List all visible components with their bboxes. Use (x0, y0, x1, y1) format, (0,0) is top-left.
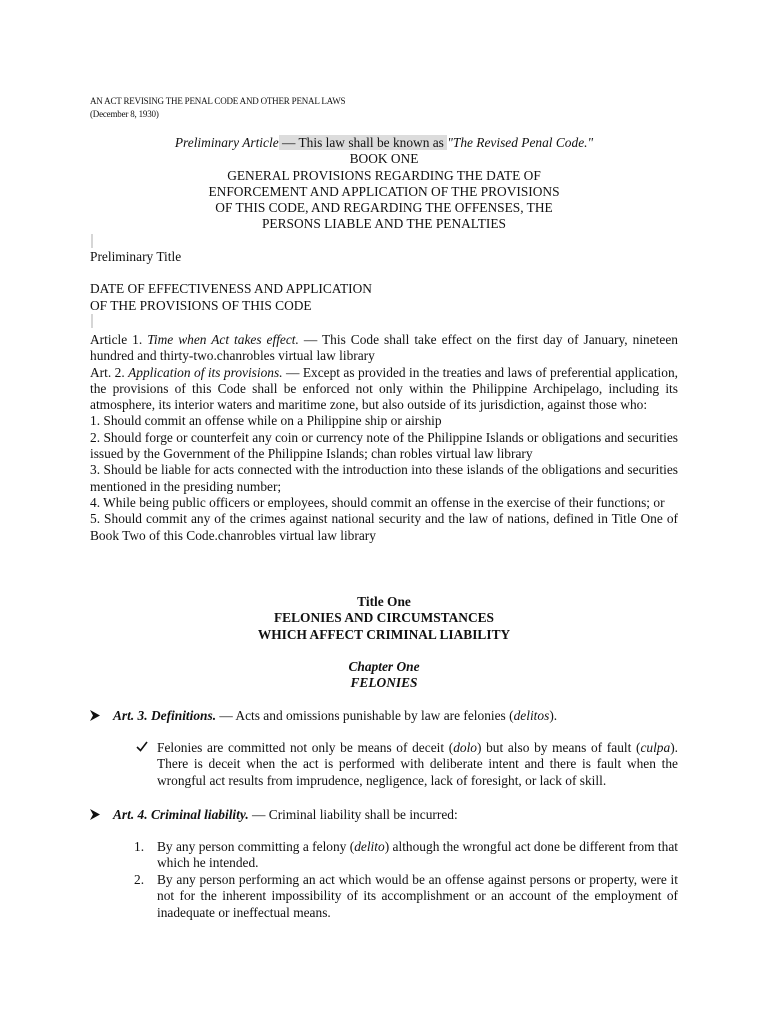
list-number: 2. (134, 872, 145, 887)
articles-1-2 (90, 332, 678, 544)
article-3-explanation: Felonies are committed not only be means of deceit (dolo) but also by means of fault (culpa). There is deceit when the act is performed with deliberate intent and there is fault when the wrongful act results from imprudence, negligence, lack of foresight, or lack of skill. (157, 740, 679, 788)
preliminary-title-heading: DATE OF EFFECTIVENESS AND APPLICATION (90, 281, 372, 297)
preliminary-title-label: Preliminary Title (90, 249, 182, 264)
article-2-item: 4. While being public officers or employees, should commit an offense in the exercise of their functions; or (90, 494, 665, 510)
book-line: ENFORCEMENT AND APPLICATION OF THE PROVISIONS (208, 183, 560, 199)
book-line: PERSONS LIABLE AND THE PENALTIES (261, 216, 507, 232)
book-line: GENERAL PROVISIONS REGARDING THE DATE OF (227, 167, 541, 183)
book-one-block (90, 135, 678, 233)
preliminary-title-block (90, 234, 678, 328)
title-one-line: WHICH AFFECT CRIMINAL LIABILITY (257, 626, 511, 642)
chapter-one-block (90, 659, 678, 692)
act-header (90, 95, 345, 121)
book-title: BOOK ONE (349, 151, 419, 167)
title-one-label: Title One (357, 594, 411, 609)
article-1: Article 1. Time when Act takes effect. — This Code shall take effect on the first day of January, nineteen hundred and thirty-two.chanrobles virtual law library (90, 332, 678, 364)
title-one-block (90, 594, 678, 643)
preliminary-article: Preliminary Article — This law shall be known as "The Revised Penal Code." (174, 135, 594, 150)
checkmark-icon (136, 740, 148, 756)
article-3: Art. 3. Definitions. — Acts and omissions punishable by law are felonies (delitos). (113, 708, 558, 723)
preliminary-title-heading: OF THE PROVISIONS OF THIS CODE (90, 297, 312, 313)
article-4: Art. 4. Criminal liability. — Criminal liability shall be incurred: (113, 807, 458, 822)
chapter-one-name: FELONIES (350, 675, 418, 691)
book-line: OF THIS CODE, AND REGARDING THE OFFENSES, THE (215, 200, 553, 216)
article-2-item: 1. Should commit an offense while on a Philippine ship or airship (90, 413, 442, 429)
act-title: AN ACT REVISING THE PENAL CODE AND OTHER PENAL LAWS (90, 96, 346, 106)
article-4-item-1: By any person committing a felony (delito) although the wrongful act done be different from that which he intended. (157, 839, 678, 871)
arrow-bullet-icon (90, 709, 100, 725)
article-2-item: 3. Should be liable for acts connected with the introduction into these islands of the obligations and securities mentioned in the presiding number; (90, 462, 678, 494)
text-cursor-marker (91, 314, 93, 328)
act-date: (December 8, 1930) (90, 109, 159, 119)
text-cursor-marker (91, 234, 93, 248)
article-4-item-2: By any person performing an act which would be an offense against persons or property, were it not for the inherent impossibility of its accomplishment or an account of the employment of inadequate or ineffectual means. (157, 872, 678, 920)
article-2: Art. 2. Application of its provisions. — Except as provided in the treaties and laws of preferential application, the provisions of this Code shall be enforced not only within the Philippine Archipelago, including its atmosphere, its interior waters and maritime zone, but also outside of its jurisdiction, against those who: (90, 364, 679, 413)
article-2-item: 2. Should forge or counterfeit any coin or currency note of the Philippine Islands or obligations and securities issued by the Government of the Philippine Islands; chan robles virtual law library (90, 429, 678, 462)
chapter-one-label: Chapter One (348, 659, 420, 674)
list-number: 1. (134, 839, 145, 854)
title-one-line: FELONIES AND CIRCUMSTANCES (274, 610, 494, 626)
article-2-item: 5. Should commit any of the crimes against national security and the law of nations, defined in Title One of Book Two of this Code.chanrobles virtual law library (90, 511, 678, 543)
arrow-bullet-icon (90, 808, 100, 824)
